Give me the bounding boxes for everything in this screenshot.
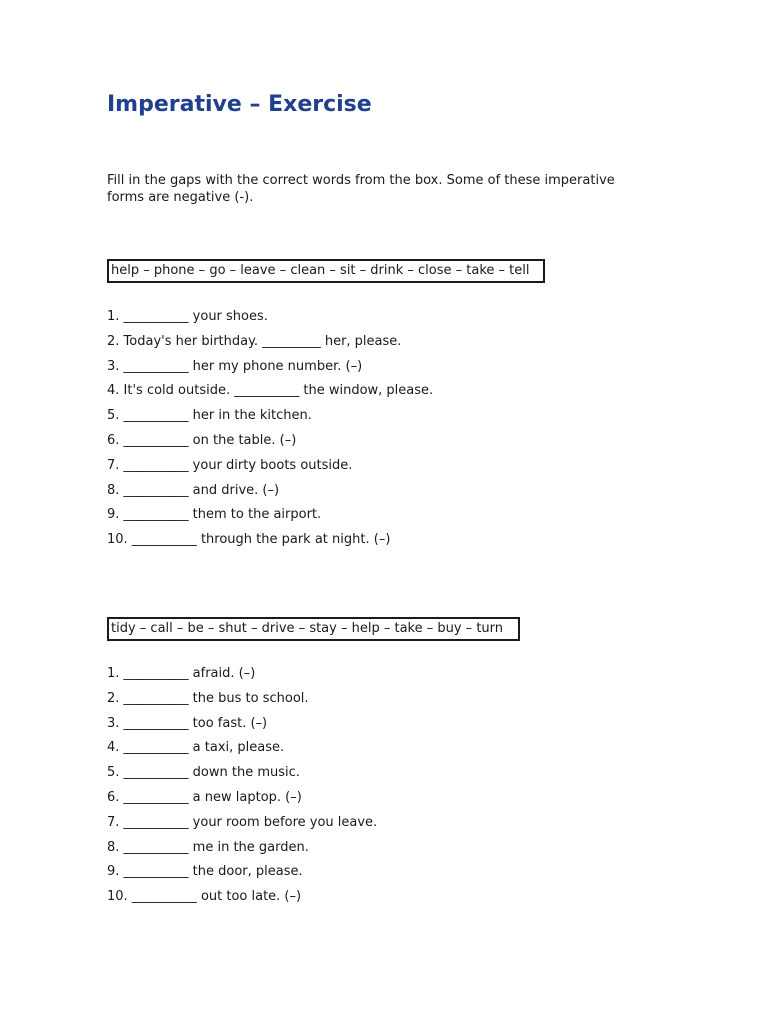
exercise-item: 2. Today's her birthday. _________ her, please. <box>107 333 402 349</box>
exercise-item: 3. __________ her my phone number. (–) <box>107 358 363 374</box>
exercise-item: 10. __________ out too late. (–) <box>107 889 302 905</box>
word-box-1: help – phone – go – leave – clean – sit – drink – close – take – tell <box>107 259 545 283</box>
exercise-item: 7. __________ your room before you leave. <box>107 814 378 830</box>
exercise-2-list <box>107 665 377 913</box>
exercise-item: 3. __________ too fast. (–) <box>107 715 268 731</box>
exercise-item: 9. __________ the door, please. <box>107 864 303 880</box>
exercise-item: 1. __________ afraid. (–) <box>107 666 256 681</box>
exercise-item: 6. __________ a new laptop. (–) <box>107 789 302 805</box>
exercise-item: 2. __________ the bus to school. <box>107 690 309 706</box>
exercise-item: 4. __________ a taxi, please. <box>107 740 285 756</box>
exercise-item: 1. __________ your shoes. <box>107 309 268 324</box>
exercise-item: 5. __________ her in the kitchen. <box>107 408 312 424</box>
exercise-item: 9. __________ them to the airport. <box>107 507 322 523</box>
word-box-2: tidy – call – be – shut – drive – stay – help – take – buy – turn <box>107 617 520 641</box>
instructions-text: Fill in the gaps with the correct words from the box. Some of these imperative forms are negative (-). <box>107 173 615 205</box>
exercise-item: 8. __________ me in the garden. <box>107 839 309 855</box>
page-title: Imperative – Exercise <box>107 92 372 117</box>
exercise-item: 6. __________ on the table. (–) <box>107 432 297 448</box>
exercise-item: 5. __________ down the music. <box>107 765 300 781</box>
exercise-item: 4. It's cold outside. __________ the window, please. <box>107 383 434 399</box>
exercise-item: 7. __________ your dirty boots outside. <box>107 457 353 473</box>
exercise-item: 10. __________ through the park at night. (–) <box>107 532 391 548</box>
exercise-item: 8. __________ and drive. (–) <box>107 482 280 498</box>
exercise-1-list <box>107 308 433 556</box>
